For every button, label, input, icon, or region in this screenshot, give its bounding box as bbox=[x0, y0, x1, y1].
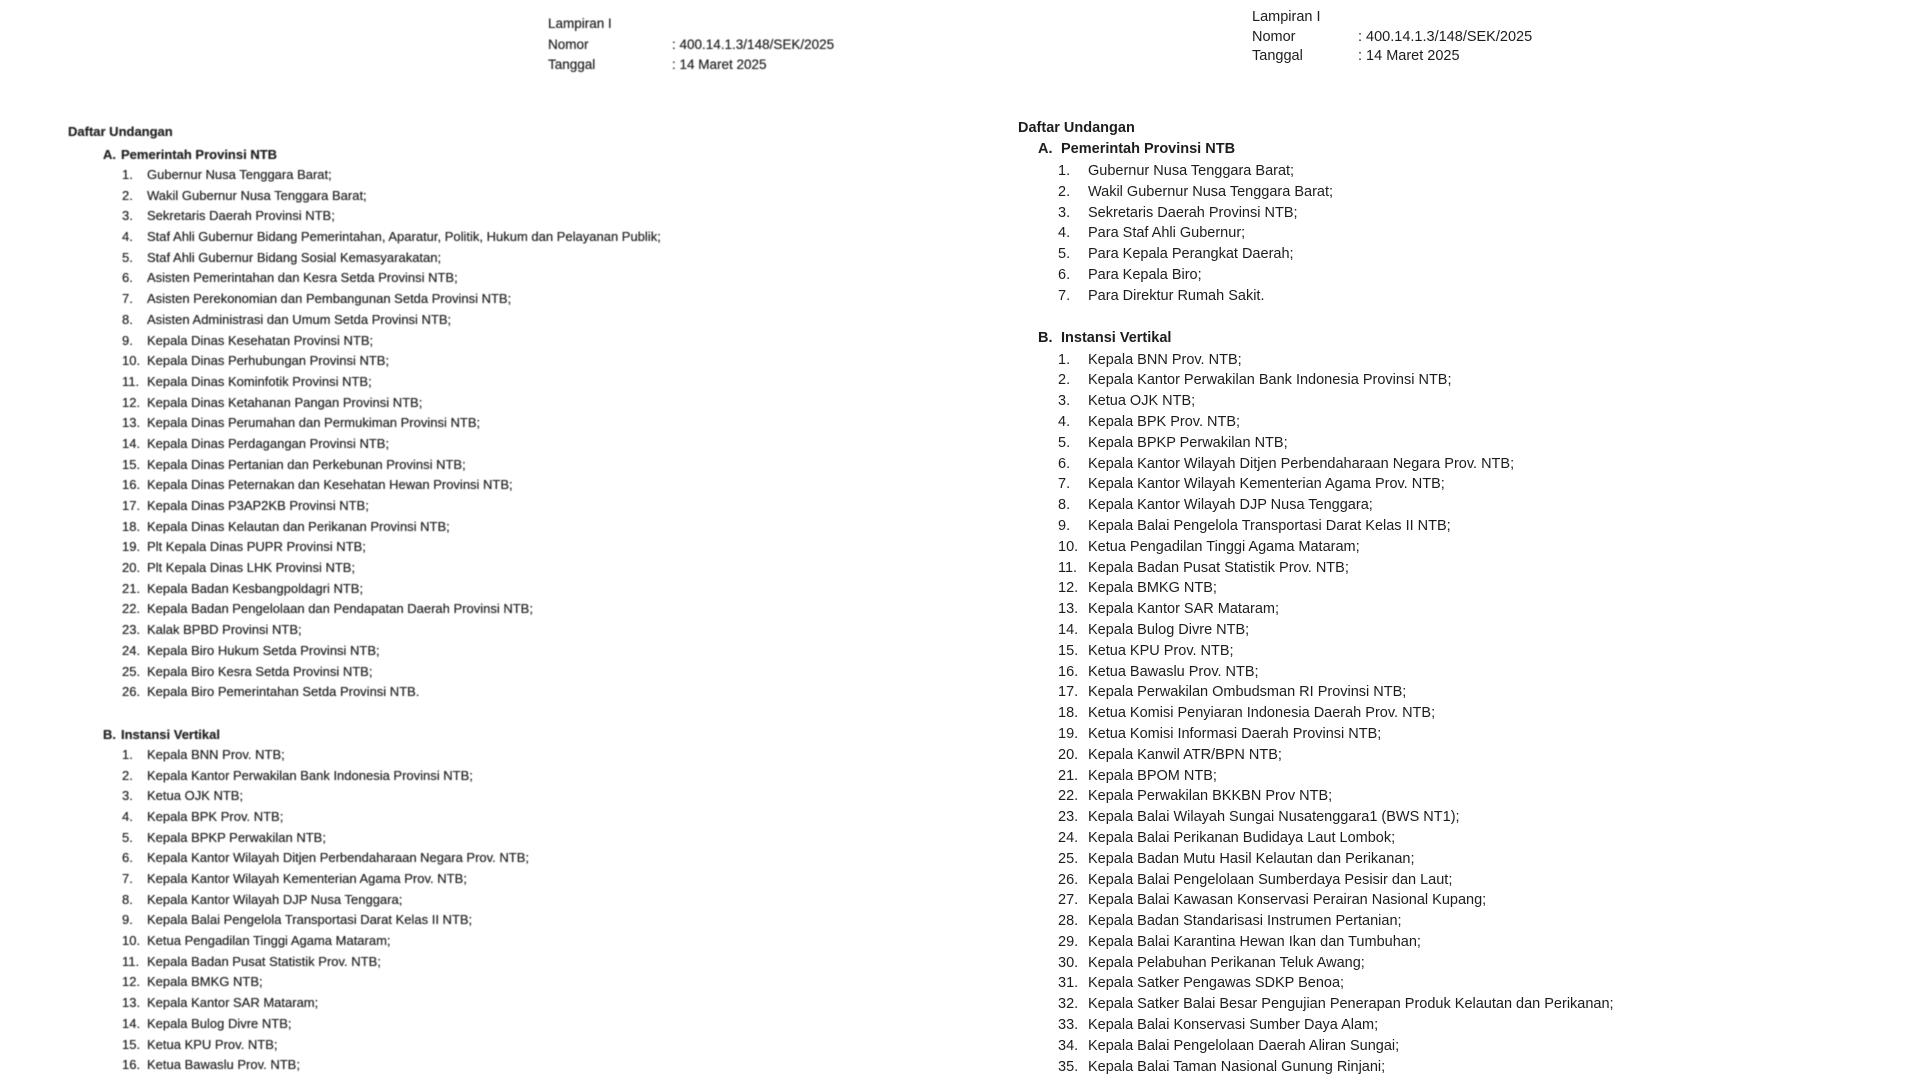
page-title: Daftar Undangan bbox=[68, 124, 173, 139]
item-number: 7. bbox=[1058, 287, 1071, 304]
list-item bbox=[1018, 1038, 1898, 1059]
item-text: Sekretaris Daerah Provinsi NTB; bbox=[1088, 204, 1298, 221]
list-item bbox=[1018, 622, 1898, 643]
item-number: 30. bbox=[1058, 954, 1079, 971]
item-text: Kepala Dinas Kesehatan Provinsi NTB; bbox=[147, 332, 374, 348]
item-number: 1. bbox=[1058, 163, 1071, 179]
item-number: 18. bbox=[122, 518, 141, 534]
list-item bbox=[1018, 830, 1898, 851]
item-text: Para Kepala Biro; bbox=[1088, 266, 1202, 283]
item-number: 7. bbox=[1058, 476, 1071, 493]
item-number: 34. bbox=[1058, 1037, 1079, 1054]
item-text: Kepala BMKG NTB; bbox=[147, 974, 263, 990]
item-text: Asisten Administrasi dan Umum Setda Provinsi NTB; bbox=[147, 311, 452, 327]
item-number: 20. bbox=[122, 560, 141, 576]
item-number: 22. bbox=[122, 601, 141, 617]
item-text: Kepala Kantor Wilayah DJP Nusa Tenggara; bbox=[147, 891, 403, 907]
list-item bbox=[1018, 267, 1898, 288]
item-text: Kepala Badan Pusat Statistik Prov. NTB; bbox=[147, 953, 381, 969]
item-text: Kepala Balai Karantina Hewan Ikan dan Tumbuhan; bbox=[1088, 933, 1421, 950]
section-letter: B. bbox=[103, 726, 116, 742]
item-number: 14. bbox=[122, 435, 141, 451]
item-number: 13. bbox=[122, 995, 141, 1011]
item-text: Kepala Perwakilan BKKBN Prov NTB; bbox=[1088, 788, 1333, 805]
item-number: 26. bbox=[1058, 871, 1079, 888]
item-text: Kepala Badan Pengelolaan dan Pendapatan Daerah Provinsi NTB; bbox=[147, 601, 533, 617]
item-text: Kalak BPBD Provinsi NTB; bbox=[147, 622, 302, 638]
lampiran-label: Lampiran I bbox=[1252, 9, 1321, 25]
list-item bbox=[1018, 184, 1898, 205]
item-text: Kepala Dinas Perdagangan Provinsi NTB; bbox=[147, 435, 390, 451]
item-text: Para Staf Ahli Gubernur; bbox=[1088, 225, 1246, 242]
item-text: Kepala Dinas Peternakan dan Kesehatan Hewan Provinsi NTB; bbox=[147, 477, 513, 493]
item-text: Kepala Kantor Perwakilan Bank Indonesia Provinsi NTB; bbox=[147, 767, 473, 783]
sections bbox=[1018, 141, 1898, 1079]
nomor-label: Nomor bbox=[548, 36, 589, 52]
list-item bbox=[1018, 851, 1898, 872]
item-text: Kepala Kanwil ATR/BPN NTB; bbox=[1088, 746, 1282, 763]
item-text: Wakil Gubernur Nusa Tenggara Barat; bbox=[1088, 183, 1334, 200]
item-number: 7. bbox=[122, 871, 133, 886]
item-number: 23. bbox=[1058, 809, 1079, 826]
item-text: Kepala BPK Prov. NTB; bbox=[1088, 413, 1241, 430]
item-number: 15. bbox=[122, 456, 141, 472]
item-number: 1. bbox=[1058, 351, 1071, 368]
item-text: Kepala Dinas Ketahanan Pangan Provinsi NTB; bbox=[147, 394, 423, 410]
item-number: 5. bbox=[122, 249, 133, 265]
item-number: 4. bbox=[122, 229, 133, 245]
section-title: Instansi Vertikal bbox=[1061, 329, 1172, 346]
item-text: Kepala Dinas P3AP2KB Provinsi NTB; bbox=[147, 498, 369, 513]
item-text: Kepala Balai Pengelola Transportasi Darat Kelas II NTB; bbox=[1088, 517, 1451, 534]
list-item bbox=[1018, 1059, 1898, 1080]
item-text: Asisten Perekonomian dan Pembangunan Setda Provinsi NTB; bbox=[147, 291, 512, 307]
item-text: Staf Ahli Gubernur Bidang Sosial Kemasyarakatan; bbox=[147, 249, 442, 265]
item-text: Kepala Bulog Divre NTB; bbox=[1088, 621, 1250, 638]
item-text: Kepala Dinas Perumahan dan Permukiman Provinsi NTB; bbox=[147, 415, 481, 431]
item-number: 6. bbox=[1058, 455, 1071, 472]
item-number: 6. bbox=[122, 270, 133, 286]
item-text: Kepala BPKP Perwakilan NTB; bbox=[147, 829, 326, 845]
section-letter: A. bbox=[1038, 141, 1053, 157]
section-title: Pemerintah Provinsi NTB bbox=[1061, 141, 1236, 157]
item-text: Kepala Badan Kesbangpoldagri NTB; bbox=[147, 580, 364, 596]
item-text: Kepala BPK Prov. NTB; bbox=[147, 808, 284, 824]
list-item bbox=[1018, 726, 1898, 747]
item-number: 6. bbox=[122, 850, 133, 866]
item-number: 14. bbox=[122, 1015, 141, 1031]
item-number: 11. bbox=[122, 373, 140, 389]
item-text: Ketua Pengadilan Tinggi Agama Mataram; bbox=[1088, 538, 1360, 555]
item-number: 18. bbox=[1058, 705, 1079, 722]
item-number: 3. bbox=[1058, 393, 1071, 410]
tanggal-value: : 14 Maret 2025 bbox=[1358, 48, 1460, 64]
item-number: 25. bbox=[122, 663, 141, 679]
item-text: Kepala Kantor Perwakilan Bank Indonesia Provinsi NTB; bbox=[1088, 372, 1452, 389]
item-text: Kepala Kantor Wilayah DJP Nusa Tenggara; bbox=[1088, 497, 1373, 514]
attachment-header bbox=[1252, 8, 1532, 67]
list-item bbox=[1018, 664, 1898, 685]
item-text: Sekretaris Daerah Provinsi NTB; bbox=[147, 208, 335, 224]
item-number: 13. bbox=[122, 415, 141, 431]
item-number: 24. bbox=[1058, 829, 1079, 846]
item-number: 2. bbox=[1058, 372, 1071, 389]
item-number: 8. bbox=[122, 311, 133, 327]
tanggal-label: Tanggal bbox=[1252, 48, 1303, 64]
item-text: Ketua OJK NTB; bbox=[147, 788, 244, 804]
item-number: 31. bbox=[1058, 975, 1079, 992]
item-text: Ketua Bawaslu Prov. NTB; bbox=[1088, 663, 1259, 680]
list-item bbox=[1018, 497, 1898, 518]
list-item bbox=[1018, 1017, 1898, 1038]
invitation-list bbox=[1018, 120, 1898, 1079]
item-number: 11. bbox=[122, 953, 140, 969]
item-number: 29. bbox=[1058, 933, 1079, 950]
item-text: Kepala BNN Prov. NTB; bbox=[1088, 351, 1242, 368]
item-number: 22. bbox=[1058, 788, 1079, 805]
item-number: 12. bbox=[1058, 580, 1079, 597]
item-text: Wakil Gubernur Nusa Tenggara Barat; bbox=[147, 187, 367, 203]
section-heading bbox=[1018, 330, 1898, 352]
item-text: Kepala Badan Pusat Statistik Prov. NTB; bbox=[1088, 559, 1349, 576]
lampiran-label: Lampiran I bbox=[548, 16, 612, 31]
item-number: 19. bbox=[122, 539, 141, 555]
item-text: Kepala Dinas Pertanian dan Perkebunan Provinsi NTB; bbox=[147, 456, 466, 472]
item-text: Kepala Badan Standarisasi Instrumen Pertanian; bbox=[1088, 913, 1402, 930]
page-title: Daftar Undangan bbox=[1018, 120, 1135, 136]
item-text: Kepala BNN Prov. NTB; bbox=[147, 746, 285, 762]
item-number: 17. bbox=[1058, 684, 1079, 701]
item-number: 2. bbox=[122, 187, 133, 203]
item-number: 16. bbox=[122, 477, 141, 493]
item-text: Kepala Dinas Perhubungan Provinsi NTB; bbox=[147, 353, 390, 369]
item-text: Plt Kepala Dinas LHK Provinsi NTB; bbox=[147, 560, 356, 576]
item-text: Kepala Balai Pengelolaan Daerah Aliran Sungai; bbox=[1088, 1037, 1400, 1054]
item-number: 5. bbox=[1058, 434, 1071, 451]
item-number: 4. bbox=[122, 808, 133, 824]
item-number: 10. bbox=[1058, 538, 1079, 555]
section-letter: B. bbox=[1038, 329, 1053, 346]
list-item bbox=[1018, 476, 1898, 497]
item-number: 8. bbox=[1058, 497, 1071, 514]
item-number: 2. bbox=[1058, 183, 1071, 200]
item-number: 8. bbox=[122, 891, 133, 907]
item-number: 25. bbox=[1058, 850, 1079, 867]
list-item bbox=[1018, 246, 1898, 267]
item-number: 12. bbox=[122, 394, 141, 410]
list-item bbox=[1018, 705, 1898, 726]
item-text: Asisten Pemerintahan dan Kesra Setda Provinsi NTB; bbox=[147, 270, 458, 286]
list-item bbox=[1018, 580, 1898, 601]
item-text: Kepala Biro Hukum Setda Provinsi NTB; bbox=[147, 642, 380, 658]
item-text: Kepala Balai Pengelola Transportasi Darat Kelas II NTB; bbox=[147, 912, 473, 928]
item-number: 5. bbox=[1058, 246, 1071, 263]
item-text: Kepala Balai Kawasan Konservasi Perairan Nasional Kupang; bbox=[1088, 892, 1487, 909]
item-number: 3. bbox=[122, 208, 133, 224]
list-item bbox=[1018, 205, 1898, 226]
item-text: Kepala Balai Wilayah Sungai Nusatenggara1 (BWS NT1); bbox=[1088, 809, 1460, 826]
item-text: Kepala BPKP Perwakilan NTB; bbox=[1088, 434, 1288, 451]
item-number: 12. bbox=[122, 974, 141, 990]
list-item bbox=[1018, 456, 1898, 477]
item-number: 24. bbox=[122, 642, 141, 658]
item-text: Kepala Bulog Divre NTB; bbox=[147, 1015, 292, 1031]
item-text: Ketua Komisi Informasi Daerah Provinsi NTB; bbox=[1088, 725, 1382, 742]
list-item bbox=[1018, 747, 1898, 768]
list-item bbox=[1018, 225, 1898, 246]
item-text: Kepala Satker Pengawas SDKP Benoa; bbox=[1088, 975, 1345, 992]
list-item bbox=[1018, 996, 1898, 1017]
item-text: Kepala Pelabuhan Perikanan Teluk Awang; bbox=[1088, 954, 1365, 971]
item-number: 35. bbox=[1058, 1058, 1079, 1075]
list-item bbox=[1018, 163, 1898, 184]
item-number: 14. bbox=[1058, 621, 1079, 638]
section-letter: A. bbox=[103, 147, 116, 162]
tanggal-label: Tanggal bbox=[548, 57, 596, 72]
list-item bbox=[1018, 975, 1898, 996]
item-text: Kepala Dinas Kominfotik Provinsi NTB; bbox=[147, 373, 372, 389]
section-title: Pemerintah Provinsi NTB bbox=[121, 147, 278, 162]
item-text: Kepala BMKG NTB; bbox=[1088, 580, 1217, 597]
tanggal-line bbox=[1252, 47, 1532, 67]
item-number: 19. bbox=[1058, 725, 1079, 742]
list-item bbox=[1018, 539, 1898, 560]
item-text: Kepala Biro Kesra Setda Provinsi NTB; bbox=[147, 663, 373, 679]
item-text: Plt Kepala Dinas PUPR Provinsi NTB; bbox=[147, 539, 366, 555]
item-text: Kepala Dinas Kelautan dan Perikanan Provinsi NTB; bbox=[147, 518, 450, 534]
item-number: 4. bbox=[1058, 413, 1071, 430]
item-text: Kepala Biro Pemerintahan Setda Provinsi NTB. bbox=[147, 684, 420, 700]
item-number: 9. bbox=[1058, 517, 1071, 534]
item-text: Kepala Balai Perikanan Budidaya Laut Lombok; bbox=[1088, 829, 1396, 846]
list-item bbox=[1018, 684, 1898, 705]
item-text: Kepala Balai Pengelolaan Sumberdaya Pesisir dan Laut; bbox=[1088, 871, 1453, 888]
item-number: 23. bbox=[122, 622, 141, 638]
item-text: Ketua KPU Prov. NTB; bbox=[147, 1036, 278, 1052]
item-number: 28. bbox=[1058, 913, 1079, 930]
item-number: 9. bbox=[122, 912, 133, 928]
item-text: Para Direktur Rumah Sakit. bbox=[1088, 287, 1265, 304]
list-item bbox=[1018, 352, 1898, 373]
list-item bbox=[1018, 372, 1898, 393]
list-item bbox=[1018, 643, 1898, 664]
item-number: 9. bbox=[122, 332, 133, 348]
item-number: 5. bbox=[122, 829, 133, 845]
item-text: Kepala Kantor SAR Mataram; bbox=[1088, 601, 1280, 618]
item-number: 26. bbox=[122, 684, 141, 700]
item-number: 1. bbox=[122, 167, 133, 182]
item-text: Kepala Kantor Wilayah Kementerian Agama Prov. NTB; bbox=[147, 871, 467, 886]
nomor-value: : 400.14.1.3/148/SEK/2025 bbox=[672, 36, 835, 52]
item-number: 15. bbox=[122, 1036, 141, 1052]
item-number: 16. bbox=[1058, 663, 1079, 680]
item-text: Ketua Pengadilan Tinggi Agama Mataram; bbox=[147, 933, 391, 949]
list-item bbox=[1018, 809, 1898, 830]
list-item bbox=[1018, 435, 1898, 456]
item-number: 16. bbox=[122, 1057, 141, 1073]
tanggal-value: : 14 Maret 2025 bbox=[672, 57, 767, 72]
list-item bbox=[1018, 601, 1898, 622]
item-text: Para Kepala Perangkat Daerah; bbox=[1088, 246, 1294, 263]
item-number: 20. bbox=[1058, 746, 1079, 763]
item-number: 13. bbox=[1058, 601, 1079, 618]
list-item bbox=[1018, 934, 1898, 955]
item-number: 11. bbox=[1058, 559, 1078, 576]
item-text: Kepala Kantor Wilayah Kementerian Agama Prov. NTB; bbox=[1088, 476, 1445, 493]
item-number: 17. bbox=[122, 498, 141, 513]
list-item bbox=[1018, 414, 1898, 435]
item-text: Ketua Bawaslu Prov. NTB; bbox=[147, 1057, 300, 1073]
item-text: Kepala BPOM NTB; bbox=[1088, 767, 1217, 784]
item-number: 2. bbox=[122, 767, 133, 783]
list-item bbox=[1018, 768, 1898, 789]
item-number: 32. bbox=[1058, 996, 1079, 1013]
nomor-value: : 400.14.1.3/148/SEK/2025 bbox=[1358, 28, 1533, 45]
item-text: Staf Ahli Gubernur Bidang Pemerintahan, Aparatur, Politik, Hukum dan Pelayanan Publik; bbox=[147, 229, 661, 245]
item-text: Kepala Kantor Wilayah Ditjen Perbendaharaan Negara Prov. NTB; bbox=[1088, 455, 1515, 472]
item-text: Kepala Balai Konservasi Sumber Daya Alam; bbox=[1088, 1017, 1379, 1034]
item-number: 10. bbox=[122, 933, 141, 949]
list-item bbox=[1018, 913, 1898, 934]
item-number: 6. bbox=[1058, 266, 1071, 283]
item-text: Kepala Kantor SAR Mataram; bbox=[147, 995, 319, 1011]
item-text: Kepala Badan Mutu Hasil Kelautan dan Perikanan; bbox=[1088, 850, 1415, 867]
lampiran-line bbox=[1252, 8, 1532, 28]
item-number: 4. bbox=[1058, 225, 1071, 242]
item-number: 3. bbox=[1058, 204, 1071, 221]
section-title: Instansi Vertikal bbox=[121, 726, 220, 742]
nomor-line bbox=[1252, 28, 1532, 48]
item-number: 1. bbox=[122, 746, 133, 762]
list-item bbox=[1018, 288, 1898, 309]
item-number: 21. bbox=[1058, 767, 1079, 784]
nomor-label: Nomor bbox=[1252, 28, 1296, 45]
item-number: 15. bbox=[1058, 642, 1079, 659]
section-heading bbox=[1018, 141, 1898, 163]
list-item bbox=[1018, 393, 1898, 414]
list-item bbox=[1018, 955, 1898, 976]
item-text: Kepala Balai Taman Nasional Gunung Rinjani; bbox=[1088, 1058, 1386, 1075]
item-text: Gubernur Nusa Tenggara Barat; bbox=[147, 167, 332, 182]
item-text: Kepala Perwakilan Ombudsman RI Provinsi NTB; bbox=[1088, 684, 1407, 701]
list-item bbox=[1018, 892, 1898, 913]
item-text: Ketua KPU Prov. NTB; bbox=[1088, 642, 1234, 659]
list-item bbox=[1018, 518, 1898, 539]
item-number: 21. bbox=[122, 580, 141, 596]
list-item bbox=[1018, 560, 1898, 581]
item-text: Ketua Komisi Penyiaran Indonesia Daerah Prov. NTB; bbox=[1088, 705, 1436, 722]
item-text: Kepala Kantor Wilayah Ditjen Perbendaharaan Negara Prov. NTB; bbox=[147, 850, 530, 866]
item-number: 3. bbox=[122, 788, 133, 804]
list-item bbox=[1018, 788, 1898, 809]
item-number: 27. bbox=[1058, 892, 1079, 909]
item-number: 10. bbox=[122, 353, 141, 369]
item-text: Ketua OJK NTB; bbox=[1088, 393, 1196, 410]
item-number: 7. bbox=[122, 291, 133, 307]
list-item bbox=[1018, 872, 1898, 893]
item-number: 33. bbox=[1058, 1017, 1079, 1034]
item-text: Gubernur Nusa Tenggara Barat; bbox=[1088, 163, 1295, 179]
item-text: Kepala Satker Balai Besar Pengujian Penerapan Produk Kelautan dan Perikanan; bbox=[1088, 996, 1614, 1013]
